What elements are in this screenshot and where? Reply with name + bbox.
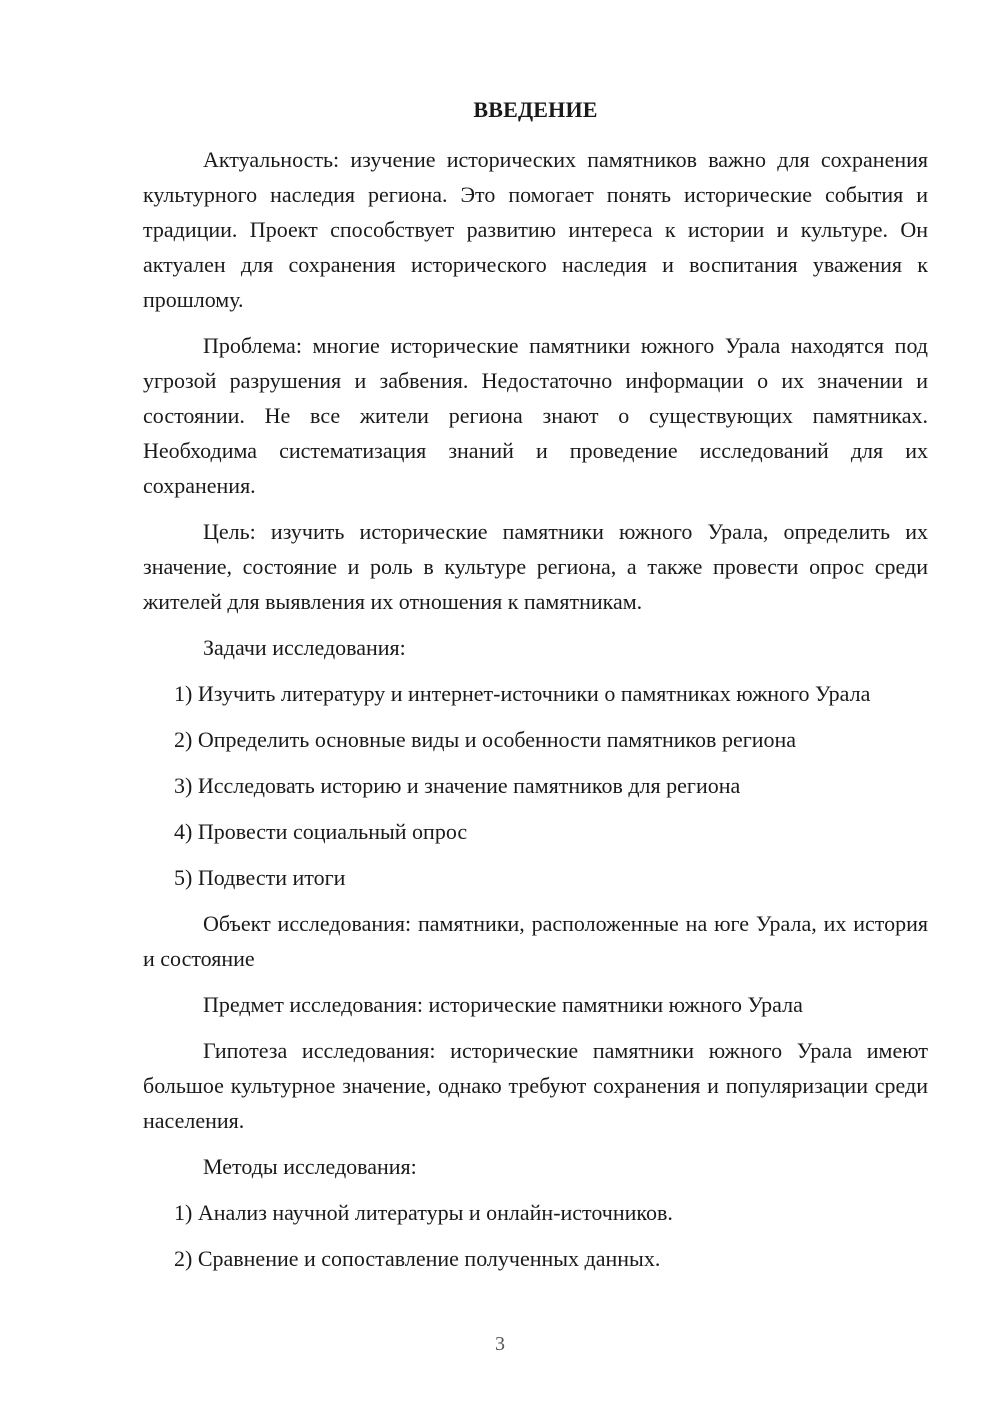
object-paragraph: Объект исследования: памятники, расположенные на юге Урала, их история и состояние <box>143 911 928 971</box>
method-item-2: 2) Сравнение и сопоставление полученных данных. <box>174 1246 661 1271</box>
tasks-heading: Задачи исследования: <box>203 635 406 660</box>
methods-heading: Методы исследования: <box>203 1154 417 1179</box>
task-item-5: 5) Подвести итоги <box>174 865 346 890</box>
method-item-1: 1) Анализ научной литературы и онлайн-источников. <box>174 1200 673 1225</box>
subject-paragraph: Предмет исследования: исторические памятники южного Урала <box>203 992 803 1017</box>
hypothesis-paragraph: Гипотеза исследования: исторические памятники южного Урала имеют большое культурное значение, однако требуют сохранения и популяризации среди населения. <box>143 1038 928 1133</box>
document-page <box>143 92 928 1287</box>
task-item-3: 3) Исследовать историю и значение памятников для региона <box>174 773 741 798</box>
page-number: 3 <box>495 1333 505 1355</box>
page-title: ВВЕДЕНИЕ <box>473 97 598 122</box>
relevance-paragraph: Актуальность: изучение исторических памятников важно для сохранения культурного наследия региона. Это помогает понять исторические события и традиции. Проект способствует развитию интереса к истории и культуре. Он актуален для сохранения исторического наследия и воспитания уважения к прошлому. <box>143 147 928 312</box>
task-item-4: 4) Провести социальный опрос <box>174 819 468 844</box>
problem-paragraph: Проблема: многие исторические памятники южного Урала находятся под угрозой разрушения и забвения. Недостаточно информации о их значении и состоянии. Не все жители региона знают о существующих памятниках. Необходима систематизация знаний и проведение исследований для их сохранения. <box>143 333 928 498</box>
task-item-1: 1) Изучить литературу и интернет-источники о памятниках южного Урала <box>174 681 871 706</box>
task-item-2: 2) Определить основные виды и особенности памятников региона <box>174 727 797 752</box>
goal-paragraph: Цель: изучить исторические памятники южного Урала, определить их значение, состояние и роль в культуре региона, а также провести опрос среди жителей для выявления их отношения к памятникам. <box>143 519 928 614</box>
